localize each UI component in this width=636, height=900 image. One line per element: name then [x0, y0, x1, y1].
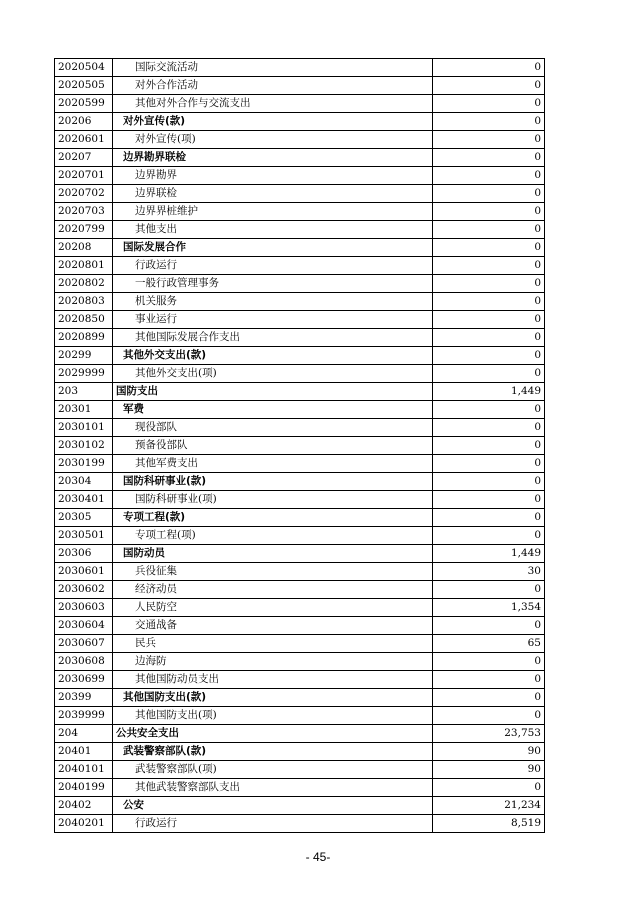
- row-name: 专项工程(款): [113, 509, 433, 527]
- row-code: 2030199: [55, 455, 113, 473]
- row-code: 2030604: [55, 617, 113, 635]
- row-amount: 0: [433, 671, 545, 689]
- row-name: 国防科研事业(款): [113, 473, 433, 491]
- row-name: 机关服务: [113, 293, 433, 311]
- row-amount: 0: [433, 113, 545, 131]
- table-row: [55, 671, 545, 689]
- row-amount: 0: [433, 221, 545, 239]
- row-code: 203: [55, 383, 113, 401]
- table-row: [55, 653, 545, 671]
- row-name: 边界界桩维护: [113, 203, 433, 221]
- row-amount: 0: [433, 419, 545, 437]
- budget-table-body: [55, 59, 545, 833]
- row-amount: 0: [433, 95, 545, 113]
- table-row: [55, 779, 545, 797]
- table-row: [55, 473, 545, 491]
- row-name: 预备役部队: [113, 437, 433, 455]
- row-name: 边界勘界联检: [113, 149, 433, 167]
- row-amount: 0: [433, 401, 545, 419]
- row-code: 2020850: [55, 311, 113, 329]
- row-name: 国防支出: [113, 383, 433, 401]
- row-amount: 0: [433, 347, 545, 365]
- row-code: 2030607: [55, 635, 113, 653]
- row-code: 20399: [55, 689, 113, 707]
- row-name: 边界勘界: [113, 167, 433, 185]
- row-code: 2020799: [55, 221, 113, 239]
- row-amount: 0: [433, 257, 545, 275]
- row-code: 20301: [55, 401, 113, 419]
- table-row: [55, 689, 545, 707]
- row-name: 交通战备: [113, 617, 433, 635]
- row-code: 2020703: [55, 203, 113, 221]
- row-name: 对外合作活动: [113, 77, 433, 95]
- table-row: [55, 545, 545, 563]
- table-row: [55, 59, 545, 77]
- row-code: 20306: [55, 545, 113, 563]
- table-row: [55, 527, 545, 545]
- row-code: 2020504: [55, 59, 113, 77]
- row-amount: 0: [433, 509, 545, 527]
- row-name: 专项工程(项): [113, 527, 433, 545]
- row-amount: 0: [433, 239, 545, 257]
- table-row: [55, 167, 545, 185]
- row-amount: 0: [433, 581, 545, 599]
- row-name: 其他武装警察部队支出: [113, 779, 433, 797]
- table-row: [55, 815, 545, 833]
- row-amount: 0: [433, 293, 545, 311]
- table-row: [55, 581, 545, 599]
- row-code: 2020702: [55, 185, 113, 203]
- row-code: 20207: [55, 149, 113, 167]
- row-code: 2030602: [55, 581, 113, 599]
- row-name: 其他国际发展合作支出: [113, 329, 433, 347]
- table-row: [55, 77, 545, 95]
- row-name: 人民防空: [113, 599, 433, 617]
- row-code: 2030601: [55, 563, 113, 581]
- row-code: 20305: [55, 509, 113, 527]
- table-row: [55, 131, 545, 149]
- row-name: 边界联检: [113, 185, 433, 203]
- row-name: 国防科研事业(项): [113, 491, 433, 509]
- table-row: [55, 761, 545, 779]
- row-code: 2030699: [55, 671, 113, 689]
- row-code: 2040199: [55, 779, 113, 797]
- table-row: [55, 221, 545, 239]
- row-code: 2039999: [55, 707, 113, 725]
- row-name: 其他支出: [113, 221, 433, 239]
- row-name: 行政运行: [113, 815, 433, 833]
- row-amount: 0: [433, 329, 545, 347]
- row-name: 公安: [113, 797, 433, 815]
- table-row: [55, 311, 545, 329]
- table-row: [55, 257, 545, 275]
- table-row: [55, 293, 545, 311]
- row-amount: 65: [433, 635, 545, 653]
- row-amount: 1,449: [433, 383, 545, 401]
- row-amount: 0: [433, 275, 545, 293]
- row-code: 2030603: [55, 599, 113, 617]
- table-row: [55, 635, 545, 653]
- row-amount: 0: [433, 437, 545, 455]
- row-name: 其他国防动员支出: [113, 671, 433, 689]
- table-row: [55, 365, 545, 383]
- row-name: 行政运行: [113, 257, 433, 275]
- row-name: 其他外交支出(款): [113, 347, 433, 365]
- row-code: 204: [55, 725, 113, 743]
- row-amount: 0: [433, 779, 545, 797]
- row-amount: 0: [433, 527, 545, 545]
- table-row: [55, 455, 545, 473]
- row-name: 兵役征集: [113, 563, 433, 581]
- table-row: [55, 185, 545, 203]
- table-row: [55, 563, 545, 581]
- row-code: 2030401: [55, 491, 113, 509]
- row-amount: 0: [433, 689, 545, 707]
- table-row: [55, 149, 545, 167]
- row-code: 20402: [55, 797, 113, 815]
- row-name: 公共安全支出: [113, 725, 433, 743]
- row-code: 2030501: [55, 527, 113, 545]
- table-row: [55, 419, 545, 437]
- row-name: 一般行政管理事务: [113, 275, 433, 293]
- row-amount: 0: [433, 455, 545, 473]
- row-code: 20208: [55, 239, 113, 257]
- row-amount: 0: [433, 167, 545, 185]
- row-name: 经济动员: [113, 581, 433, 599]
- table-row: [55, 95, 545, 113]
- row-name: 国际交流活动: [113, 59, 433, 77]
- row-code: 20299: [55, 347, 113, 365]
- table-row: [55, 437, 545, 455]
- table-row: [55, 599, 545, 617]
- row-code: 2020505: [55, 77, 113, 95]
- row-name: 武装警察部队(款): [113, 743, 433, 761]
- row-amount: 0: [433, 131, 545, 149]
- row-amount: 0: [433, 149, 545, 167]
- table-row: [55, 509, 545, 527]
- row-name: 其他外交支出(项): [113, 365, 433, 383]
- table-row: [55, 383, 545, 401]
- row-code: 20206: [55, 113, 113, 131]
- row-code: 2030102: [55, 437, 113, 455]
- row-name: 国防动员: [113, 545, 433, 563]
- row-code: 2040201: [55, 815, 113, 833]
- row-amount: 21,234: [433, 797, 545, 815]
- row-code: 2020803: [55, 293, 113, 311]
- table-row: [55, 329, 545, 347]
- row-amount: 30: [433, 563, 545, 581]
- row-amount: 0: [433, 77, 545, 95]
- table-row: [55, 113, 545, 131]
- table-row: [55, 203, 545, 221]
- row-amount: 0: [433, 473, 545, 491]
- row-amount: 8,519: [433, 815, 545, 833]
- row-name: 边海防: [113, 653, 433, 671]
- row-name: 军费: [113, 401, 433, 419]
- table-row: [55, 239, 545, 257]
- row-amount: 23,753: [433, 725, 545, 743]
- row-code: 2040101: [55, 761, 113, 779]
- row-amount: 0: [433, 59, 545, 77]
- budget-table: [54, 58, 545, 833]
- table-row: [55, 743, 545, 761]
- table-row: [55, 275, 545, 293]
- row-name: 对外宣传(项): [113, 131, 433, 149]
- row-amount: 0: [433, 617, 545, 635]
- row-amount: 0: [433, 185, 545, 203]
- table-row: [55, 617, 545, 635]
- table-row: [55, 347, 545, 365]
- table-row: [55, 491, 545, 509]
- row-code: 2020601: [55, 131, 113, 149]
- row-name: 民兵: [113, 635, 433, 653]
- row-amount: 1,354: [433, 599, 545, 617]
- table-row: [55, 725, 545, 743]
- row-name: 其他国防支出(项): [113, 707, 433, 725]
- table-row: [55, 401, 545, 419]
- row-name: 其他国防支出(款): [113, 689, 433, 707]
- row-code: 2020599: [55, 95, 113, 113]
- row-amount: 90: [433, 761, 545, 779]
- row-name: 国际发展合作: [113, 239, 433, 257]
- row-amount: 0: [433, 203, 545, 221]
- row-amount: 0: [433, 707, 545, 725]
- row-name: 武装警察部队(项): [113, 761, 433, 779]
- row-amount: 0: [433, 365, 545, 383]
- row-code: 2020701: [55, 167, 113, 185]
- row-code: 2029999: [55, 365, 113, 383]
- row-name: 对外宣传(款): [113, 113, 433, 131]
- row-code: 20401: [55, 743, 113, 761]
- row-code: 2030608: [55, 653, 113, 671]
- row-code: 2030101: [55, 419, 113, 437]
- row-name: 事业运行: [113, 311, 433, 329]
- row-code: 2020802: [55, 275, 113, 293]
- row-amount: 0: [433, 653, 545, 671]
- row-code: 2020899: [55, 329, 113, 347]
- table-row: [55, 707, 545, 725]
- row-amount: 0: [433, 311, 545, 329]
- table-row: [55, 797, 545, 815]
- row-name: 现役部队: [113, 419, 433, 437]
- page-number: - 45-: [305, 850, 331, 864]
- row-code: 2020801: [55, 257, 113, 275]
- row-amount: 1,449: [433, 545, 545, 563]
- row-code: 20304: [55, 473, 113, 491]
- row-amount: 90: [433, 743, 545, 761]
- row-name: 其他对外合作与交流支出: [113, 95, 433, 113]
- row-name: 其他军费支出: [113, 455, 433, 473]
- row-amount: 0: [433, 491, 545, 509]
